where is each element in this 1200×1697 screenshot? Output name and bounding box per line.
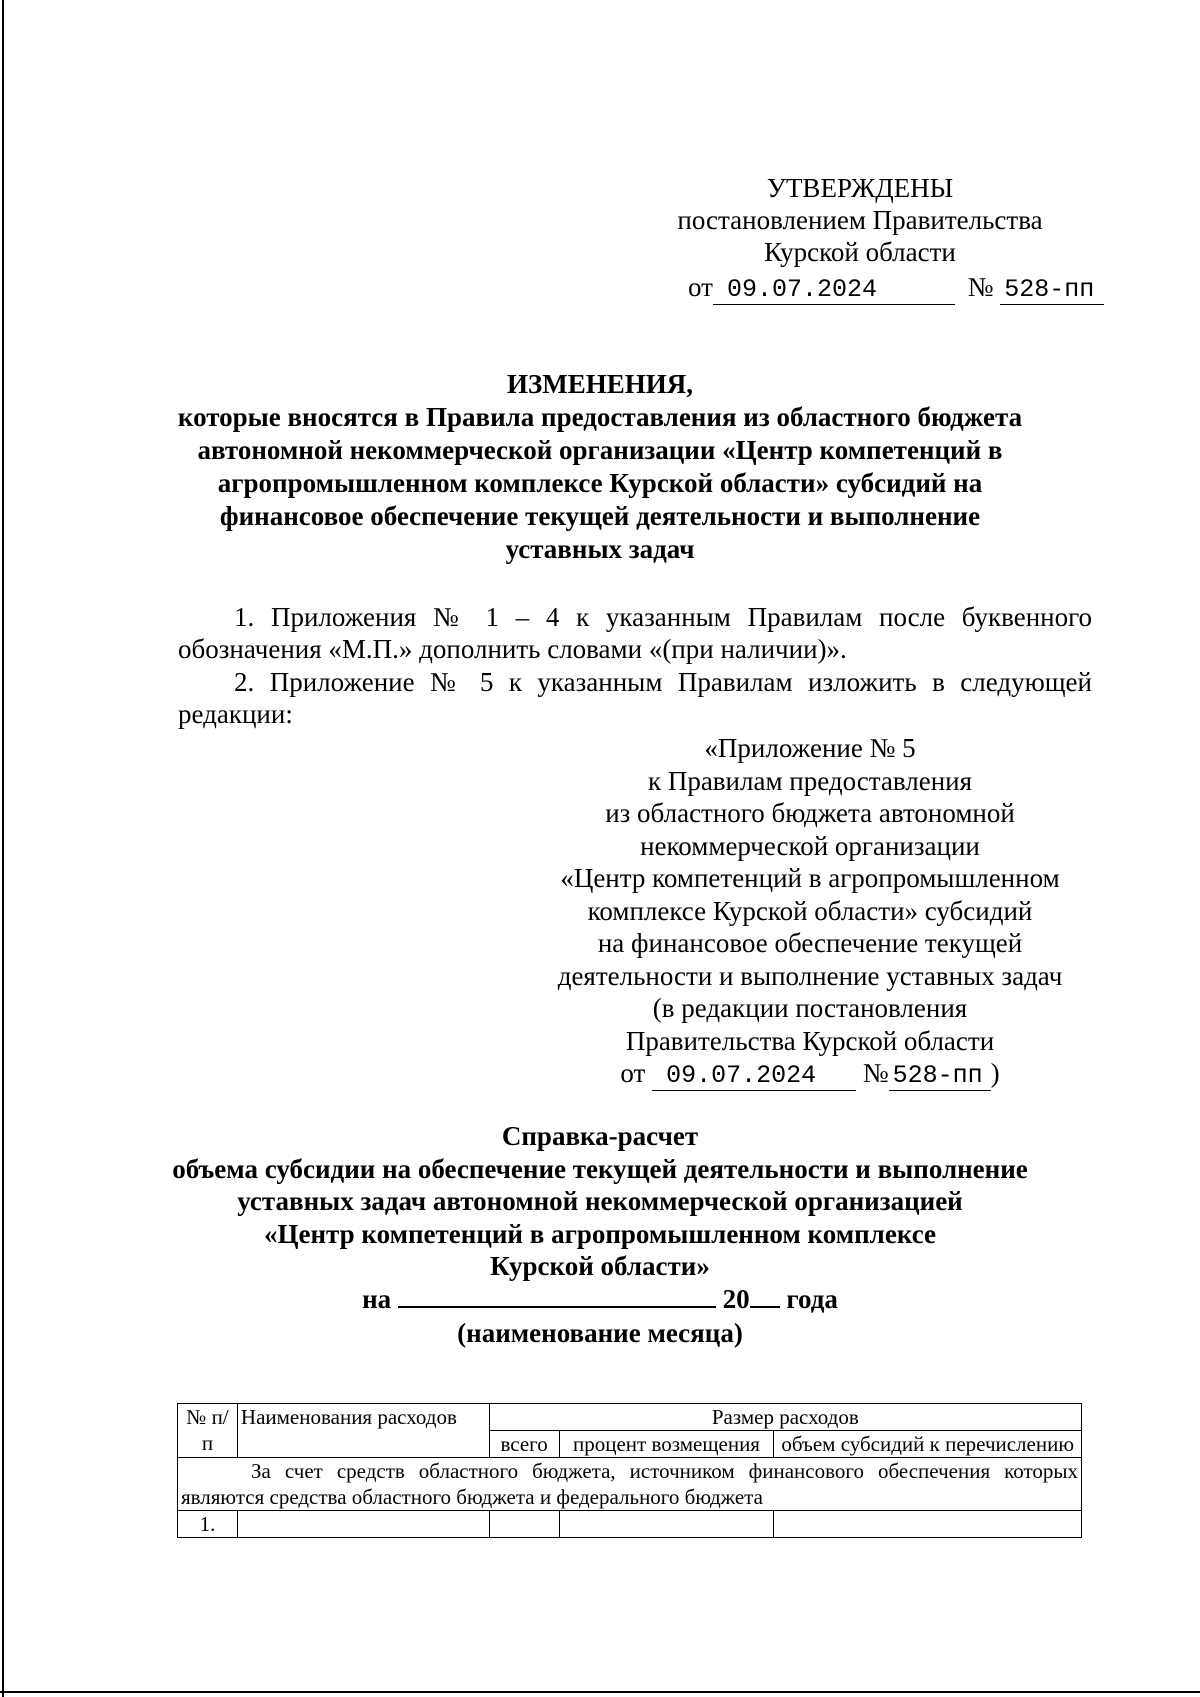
calc-line-1: объема субсидии на обеспечение текущей деятельности и выполнение: [172, 1153, 1028, 1184]
annex-block: [540, 732, 1080, 1091]
calc-line-3: «Центр компетенций в агропромышленном комплексе: [264, 1218, 936, 1249]
expenses-table: [177, 1403, 1082, 1538]
annex-date-prefix: от: [620, 1058, 646, 1088]
calc-heading: [160, 1120, 1040, 1283]
annex-closing-paren: ): [990, 1058, 1000, 1088]
annex-line-8: деятельности и выполнение уставных задач: [557, 960, 1063, 991]
header-name: Наименования расходов: [237, 1404, 489, 1458]
annex-number-field: 528-пп: [889, 1062, 991, 1091]
page-edge-bottom: [0, 1691, 1200, 1693]
approval-title: УТВЕРЖДЕНЫ: [766, 173, 954, 203]
calc-title: Справка-расчет: [501, 1121, 699, 1151]
approval-line-1: постановлением Правительства: [677, 205, 1043, 235]
row-total[interactable]: [489, 1511, 559, 1538]
row-volume[interactable]: [774, 1511, 1082, 1538]
approval-line-2: Курской области: [764, 237, 956, 267]
page-edge-left: [2, 0, 4, 1697]
annex-number-prefix: №: [862, 1058, 889, 1088]
month-hint: (наименование месяца): [457, 1318, 743, 1348]
annex-line-6: комплексе Курской области» субсидий: [587, 895, 1033, 926]
header-percent: процент возмещения: [559, 1431, 774, 1458]
header-volume: объем субсидий к перечислению: [774, 1431, 1082, 1458]
table-source-row: [178, 1458, 1082, 1511]
approval-number-field: 528-пп: [1000, 276, 1104, 305]
approval-date-field: 09.07.2024: [713, 276, 955, 305]
month-prefix: на: [362, 1284, 392, 1314]
header-total: всего: [489, 1431, 559, 1458]
row-percent[interactable]: [559, 1511, 774, 1538]
year-prefix: 20: [722, 1284, 750, 1314]
changes-subtitle-line-4: финансовое обеспечение текущей деятельности и выполнение: [219, 501, 981, 531]
annex-line-5: «Центр компетенций в агропромышленном: [560, 863, 1060, 893]
annex-line-3: из областного бюджета автономной: [605, 798, 1015, 828]
header-size: Размер расходов: [489, 1404, 1081, 1431]
row-name[interactable]: [237, 1511, 489, 1538]
annex-line-9: (в редакции постановления: [652, 993, 968, 1023]
changes-subtitle-line-1: которые вносятся в Правила предоставления из областного бюджета: [177, 402, 1023, 432]
calc-line-4: Курской области»: [490, 1251, 710, 1281]
annex-line-2: к Правилам предоставления: [647, 765, 973, 796]
row-num: 1.: [178, 1511, 238, 1538]
body-item-2: 2. Приложение № 5 к указанным Правилам изложить в следующей редакции:: [178, 667, 1092, 729]
table-header-row: [178, 1404, 1082, 1431]
annex-date-line: [540, 1057, 1080, 1091]
month-line: [160, 1284, 1040, 1315]
approval-date-line: [688, 272, 1104, 305]
year-blank[interactable]: [750, 1284, 780, 1308]
calc-line-2: уставных задач автономной некоммерческой организацией: [237, 1186, 963, 1216]
approval-block: [640, 172, 1080, 268]
table-row: [178, 1511, 1082, 1538]
annex-date-field: 09.07.2024: [652, 1062, 856, 1091]
annex-line-10: Правительства Курской области: [625, 1025, 995, 1056]
annex-line-4: некоммерческой организации: [640, 830, 980, 861]
annex-line-7: на финансовое обеспечение текущей: [597, 928, 1023, 958]
body-item-1: 1. Приложения № 1 – 4 к указанным Правилам после буквенного обозначения «М.П.» дополнить словами «(при наличии)».: [178, 602, 1092, 664]
year-suffix: года: [786, 1284, 838, 1314]
approval-number-prefix: №: [967, 272, 994, 302]
changes-title: ИЗМЕНЕНИЯ,: [506, 369, 693, 399]
changes-subtitle-line-5: уставных задач: [505, 534, 695, 564]
approval-date-prefix: от: [688, 272, 713, 302]
month-blank[interactable]: [398, 1284, 716, 1308]
changes-heading: [160, 368, 1040, 566]
changes-subtitle-line-3: агропромышленном комплексе Курской области» субсидий на: [217, 468, 983, 498]
source-cell: За счет средств областного бюджета, источником финансового обеспечения которых являются средства областного бюджета и федерального бюджета: [178, 1458, 1082, 1511]
changes-subtitle-line-2: автономной некоммерческой организации «Центр компетенций в: [197, 435, 1003, 465]
header-num: № п/п: [178, 1404, 238, 1458]
annex-line-1: «Приложение № 5: [704, 733, 916, 763]
